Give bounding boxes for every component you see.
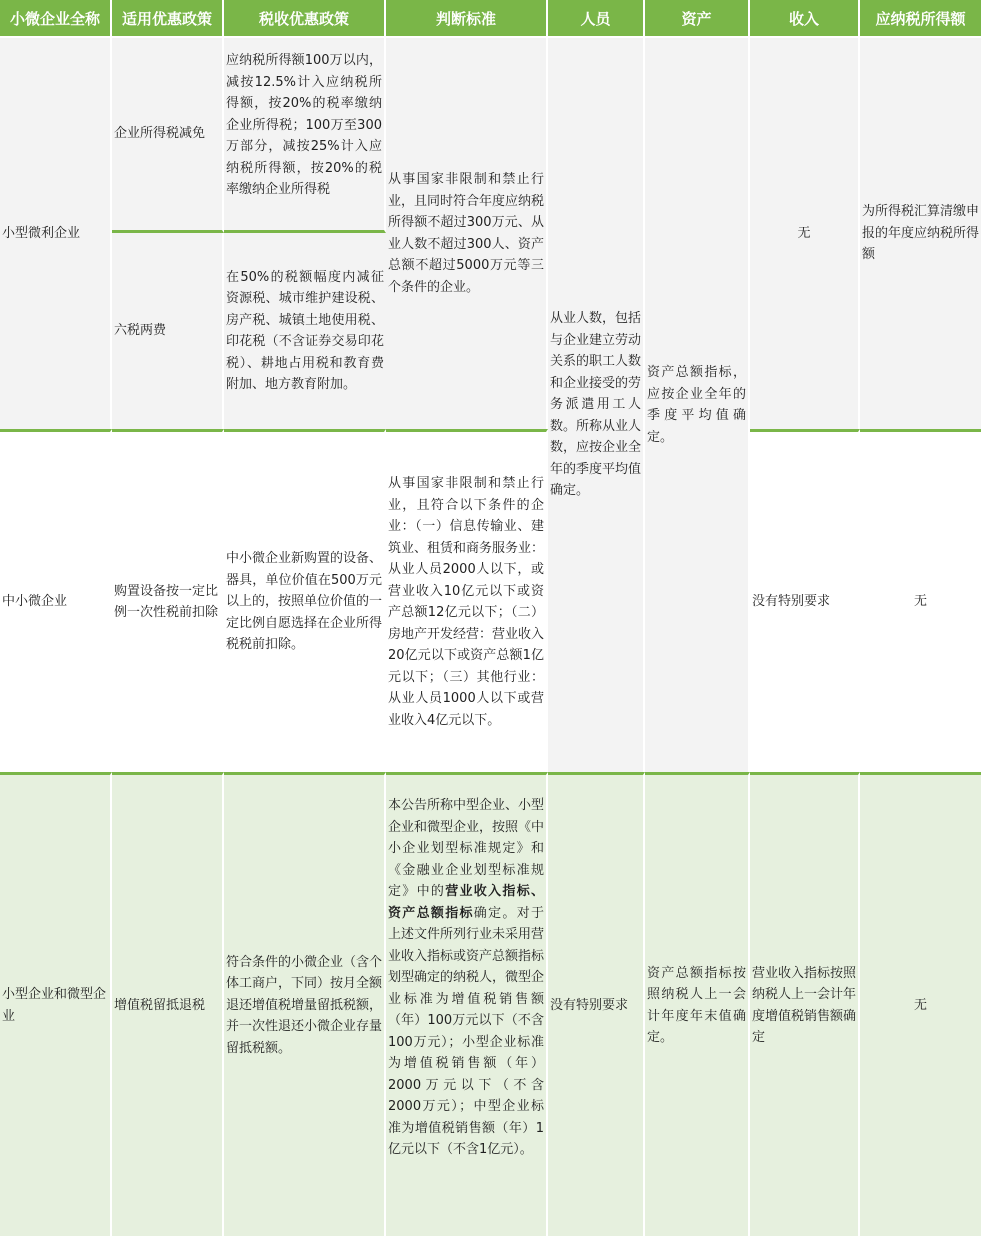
cell-income: 没有特别要求	[750, 429, 860, 772]
criteria-text-a: 本公告所称中型企业、小型企业和微型企业，按照《中小企业划型标准规定》和《金融业企业划型标准规定》中的	[388, 798, 545, 899]
header-income: 收入	[750, 0, 860, 38]
cell-tax-policy: 符合条件的小微企业（含个体工商户，下同）按月全额退还增值税增量留抵税额，并一次性退还小微企业存量留抵税额。	[224, 772, 386, 1236]
header-tax-policy: 税收优惠政策	[224, 0, 386, 38]
cell-enterprise-name: 小型微利企业	[0, 38, 112, 429]
cell-policy: 购置设备按一定比例一次性税前扣除	[112, 429, 224, 772]
cell-tax-policy: 在50%的税额幅度内减征资源税、城市维护建设税、房产税、城镇土地使用税、印花税（不含证券交易印花税）、耕地占用税和教育费附加、地方教育附加。	[224, 233, 386, 429]
cell-income: 无	[750, 38, 860, 429]
cell-assets: 资产总额指标按照纳税人上一会计年度年末值确定。	[645, 772, 750, 1236]
cell-criteria: 从事国家非限制和禁止行业，且同时符合年度应纳税所得额不超过300万元、从业人数不超过300人、资产总额不超过5000万元等三个条件的企业。	[386, 38, 548, 429]
table-row-small-micro-1	[0, 38, 981, 233]
header-taxable-income: 应纳税所得额	[860, 0, 981, 38]
header-staff: 人员	[548, 0, 645, 38]
header-assets: 资产	[645, 0, 750, 38]
cell-taxable-income: 为所得税汇算清缴申报的年度应纳税所得额	[860, 38, 981, 429]
cell-criteria: 从事国家非限制和禁止行业，且符合以下条件的企业：（一）信息传输业、建筑业、租赁和商务服务业：从业人员2000人以下，或营业收入10亿元以下或资产总额12亿元以下；（二）房地产开发经营：营业收入20亿元以下或资产总额1亿元以下；（三）其他行业：从业人员1000人以下或营业收入4亿元以下。	[386, 429, 548, 772]
cell-tax-policy: 应纳税所得额100万以内，减按12.5%计入应纳税所得额，按20%的税率缴纳企业所得税；100万至300万部分，减按25%计入应纳税所得额，按20%的税率缴纳企业所得税	[224, 38, 386, 233]
cell-taxable-income: 无	[860, 772, 981, 1236]
cell-staff: 从业人数，包括与企业建立劳动关系的职工人数和企业接受的劳务派遣用工人数。所称从业人数，应按企业全年的季度平均值确定。	[548, 38, 645, 772]
cell-policy: 企业所得税减免	[112, 38, 224, 233]
header-applicable-policy: 适用优惠政策	[112, 0, 224, 38]
table-row-small-and-micro	[0, 772, 981, 1236]
cell-criteria	[386, 772, 548, 1236]
cell-enterprise-name: 中小微企业	[0, 429, 112, 772]
cell-assets: 资产总额指标，应按企业全年的季度平均值确定。	[645, 38, 750, 772]
cell-policy: 六税两费	[112, 233, 224, 429]
cell-income: 营业收入指标按照纳税人上一会计年度增值税销售额确定	[750, 772, 860, 1236]
criteria-text-bold: 营业收入指标、资产总额指标	[388, 884, 544, 921]
cell-policy: 增值税留抵退税	[112, 772, 224, 1236]
cell-staff: 没有特别要求	[548, 772, 645, 1236]
cell-tax-policy: 中小微企业新购置的设备、器具，单位价值在500万元以上的，按照单位价值的一定比例自愿选择在企业所得税税前扣除。	[224, 429, 386, 772]
header-enterprise-name: 小微企业全称	[0, 0, 112, 38]
table-row-sme	[0, 429, 981, 772]
cell-enterprise-name: 小型企业和微型企业	[0, 772, 112, 1236]
criteria-text-b: 确定。对于上述文件所列行业未采用营业收入指标或资产总额指标划型确定的纳税人，微型企业标准为增值税销售额（年）100万元以下（不含100万元）；小型企业标准为增值税销售额（年）2000万元以下（不含2000万元）；中型企业标准为增值税销售额（年）1亿元以下（不含1亿元）。	[388, 905, 545, 1157]
header-criteria: 判断标准	[386, 0, 548, 38]
header-row	[0, 0, 981, 38]
cell-taxable-income: 无	[860, 429, 981, 772]
